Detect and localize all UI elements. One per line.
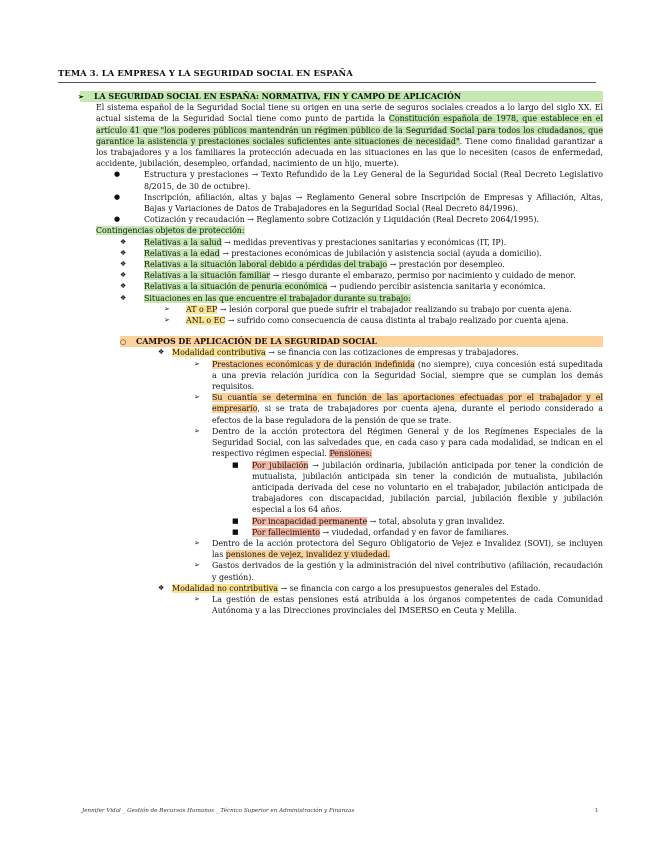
list-item: ■ Por jubilación → jubilación ordinaria, jubilación anticipada por tener la condición de mutualista, jubilación anticipada sin tener la condición de mutualista, jubilación anticipada derivada del cese no voluntario en el trabajador, jubilación anticipada de trabajadores con discapacidad, jubilación parcial, jubilación flexible y jubilación especial a los 64 años.: [232, 460, 603, 515]
circle-bullet-icon: ○: [120, 337, 127, 347]
arrow-bullet-icon: ➢: [194, 393, 200, 402]
square-bullet-icon: ■: [232, 460, 239, 469]
dot-bullet-icon: ●: [114, 192, 121, 201]
square-bullet-icon: ■: [232, 527, 239, 536]
arrow-bullet-icon: ➢: [194, 426, 200, 435]
dot-bullet-icon: ●: [114, 170, 121, 179]
page-title: TEMA 3. LA EMPRESA Y LA SEGURIDAD SOCIAL EN ESPAÑA: [58, 68, 353, 78]
list-item: ➢ Dentro de la acción protectora del Seguro Obligatorio de Vejez e Invalidez (SOVI), se incluyen las pensiones de vejez, invalidez y viudedad.: [194, 538, 603, 560]
list-item: ❖ Relativas a la situación laboral debido a pérdidas del trabajo → prestación por desempleo.: [120, 260, 505, 270]
list-item: ● Estructura y prestaciones → Texto Refundido de la Ley General de la Seguridad Social (Real Decreto Legislativo 8/2015, de 30 de octubre).: [114, 170, 603, 191]
list-item: ❖ Relativas a la salud → medidas preventivas y prestaciones sanitarias y económicas (IT, IP).: [120, 237, 507, 247]
list-item: ➢ Prestaciones económicas y de duración indefinida (no siempre), cuya concesión está supeditada a una previa relación jurídica con la Seguridad Social, siempre que se cumplan los demás requisitos.: [194, 359, 604, 392]
list-item: ➢ Su cuantía se determina en función de las aportaciones efectuadas por el trabajador y el empresario, si se trata de trabajadores por cuenta ajena, durante el periodo considerado a efectos de la base reguladora de la pensión de que se trate.: [194, 393, 603, 425]
arrow-bullet-icon: ➢: [194, 561, 200, 570]
diamond-bullet-icon: ❖: [120, 282, 127, 291]
arrow-bullet-icon: ➢: [164, 316, 170, 325]
arrow-bullet-icon: ➢: [194, 594, 200, 603]
diamond-bullet-icon: ❖: [120, 248, 127, 257]
square-bullet-icon: ■: [232, 516, 239, 525]
list-item: ❖ Relativas a la situación familiar → riesgo durante el embarazo, permiso por nacimiento y cuidado de menor.: [120, 271, 576, 281]
arrow-bullet-icon: ➢: [164, 304, 170, 313]
list-item: ➢ Gastos derivados de la gestión y la administración del nivel contributivo (afiliación, recaudación y gestión).: [194, 561, 603, 582]
diamond-bullet-icon: ❖: [120, 237, 127, 246]
contingencias-label: Contingencias objetos de protección:: [96, 226, 245, 236]
list-item: ❖ Relativas a la situación de penuria económica → pudiendo percibir asistencia sanitaria y económica.: [120, 282, 546, 292]
list-item: ❖ Relativas a la edad → prestaciones económicas de jubilación y asistencia social (ayuda a domicilio).: [120, 248, 542, 258]
section-heading: [80, 91, 603, 102]
list-item: ❖ Modalidad contributiva → se financia con las cotizaciones de empresas y trabajadores.: [158, 348, 519, 358]
arrow-bullet-icon: ➢: [194, 359, 200, 368]
arrow-bullet-icon: ➢: [194, 538, 200, 547]
diamond-bullet-icon: ❖: [158, 348, 165, 357]
page-number: 1: [595, 808, 599, 814]
document-body: [58, 91, 603, 616]
list-item: ➢ AT o EP → lesión corporal que puede sufrir el trabajador realizando su trabajo por cuenta ajena.: [164, 304, 572, 314]
list-item: ❖ Situaciones en las que encuentre el trabajador durante su trabajo:: [120, 293, 411, 303]
list-item: ➢ La gestión de estas pensiones está atribuida a los órganos competentes de cada Comunidad Autónoma y a las Direcciones provinciales del IMSERSO en Ceuta y Melilla.: [194, 594, 603, 616]
diamond-bullet-icon: ❖: [120, 293, 127, 302]
title-divider: [58, 82, 596, 83]
dot-bullet-icon: ●: [114, 215, 121, 224]
arrow-bullet-icon: ➢: [78, 92, 84, 101]
subsection-heading: ○ CAMPOS DE APLICACIÓN DE LA SEGURIDAD SOCIAL: [120, 336, 603, 347]
diamond-bullet-icon: ❖: [120, 271, 127, 280]
list-item: ➢ ANL o EC → sufrido como consecuencia de causa distinta al trabajo realizado por cuenta ajena.: [164, 316, 569, 326]
intro-paragraph: El sistema español de la Seguridad Social tiene su origen en una serie de seguros sociales creados a lo largo del siglo XX. El actual sistema de la Seguridad Social tiene como punto de partida la Constitución española de 1978, que establece en el artículo 41 que "los poderes públicos mantendrán un régimen público de la Seguridad Social para todos los ciudadanos, que garantice la asistencia y prestaciones sociales suficientes ante situaciones de necesidad". Tiene como finalidad garantizar a los trabajadores y a los familiares la protección adecuada en las situaciones en las que lo necesiten (casos de enfermedad, accidente, jubilación, desempleo, orfandad, nacimiento de un hijo, muerte).: [96, 103, 603, 169]
diamond-bullet-icon: ❖: [158, 583, 165, 592]
list-item: ➢ Dentro de la acción protectora del Régimen General y de los Regímenes Especiales de la Seguridad Social, con las salvedades que, en cada caso y para cada modalidad, se indican en el respectivo régimen especial. Pensiones:: [194, 426, 603, 459]
diamond-bullet-icon: ❖: [120, 260, 127, 269]
footer-text: Jennifer Vidal _ Gestión de Recursos Humanos _ Técnico Superior en Administración y Finanzas: [82, 808, 355, 814]
list-item: ● Inscripción, afiliación, altas y bajas → Reglamento General sobre Inscripción de Empresas y Afiliación, Altas, Bajas y Variaciones de Datos de Trabajadores en la Seguridad Social (Real Decreto 84/1996).: [114, 192, 603, 214]
list-item: ❖ Modalidad no contributiva → se financia con cargo a los presupuestos generales del Estado.: [158, 583, 541, 593]
list-item: ● Cotización y recaudación → Reglamento sobre Cotización y Liquidación (Real Decreto 2064/1995).: [114, 215, 539, 225]
list-item: ■ Por fallecimiento → viudedad, orfandad y en favor de familiares.: [232, 527, 509, 537]
list-item: ■ Por incapacidad permanente → total, absoluta y gran invalidez.: [232, 516, 505, 526]
section-heading-text: LA SEGURIDAD SOCIAL EN ESPAÑA: NORMATIVA, FIN Y CAMPO DE APLICACIÓN: [94, 92, 462, 101]
